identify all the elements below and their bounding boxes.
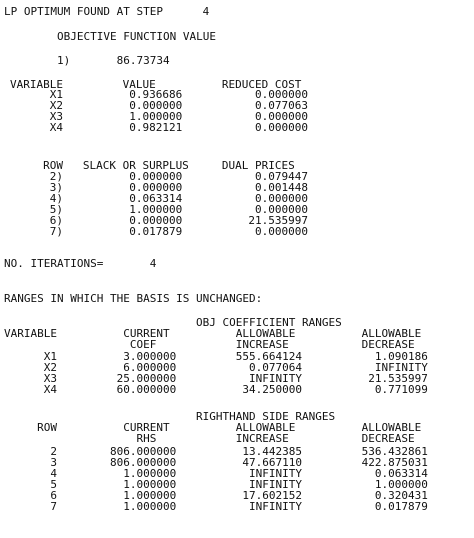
rhs-ranges-title: RIGHTHAND SIDE RANGES	[196, 410, 336, 423]
constraint-row: 7) 0.017879 0.000000	[10, 225, 309, 238]
rhs-ranges-header: RHS INCREASE DECREASE	[4, 432, 415, 445]
obj-ranges-row: X1 3.000000 555.664124 1.090186	[4, 350, 428, 363]
constraint-row: 2) 0.000000 0.079447	[10, 170, 309, 183]
constraint-row: 6) 0.000000 21.535997	[10, 214, 309, 227]
obj-ranges-row: X3 25.000000 INFINITY 21.535997	[4, 372, 428, 385]
rhs-ranges-header: ROW CURRENT ALLOWABLE ALLOWABLE	[4, 421, 422, 434]
variable-table-header: VARIABLE VALUE REDUCED COST	[10, 78, 302, 91]
variable-row: X4 0.982121 0.000000	[10, 121, 309, 134]
rhs-ranges-row: 7 1.000000 INFINITY 0.017879	[4, 500, 428, 513]
optimum-header: LP OPTIMUM FOUND AT STEP 4	[4, 5, 210, 18]
constraint-row: 4) 0.063314 0.000000	[10, 192, 309, 205]
constraint-row: 5) 1.000000 0.000000	[10, 203, 309, 216]
rhs-ranges-row: 5 1.000000 INFINITY 1.000000	[4, 478, 428, 491]
row-table-header: ROW SLACK OR SURPLUS DUAL PRICES	[10, 159, 295, 172]
obj-coefficient-ranges-title: OBJ COEFFICIENT RANGES	[196, 316, 342, 329]
variable-row: X2 0.000000 0.077063	[10, 99, 309, 112]
obj-ranges-row: X4 60.000000 34.250000 0.771099	[4, 383, 428, 396]
rhs-ranges-row: 6 1.000000 17.602152 0.320431	[4, 489, 428, 502]
obj-ranges-header: VARIABLE CURRENT ALLOWABLE ALLOWABLE	[4, 327, 422, 340]
variable-row: X3 1.000000 0.000000	[10, 110, 309, 123]
objective-title: OBJECTIVE FUNCTION VALUE	[57, 30, 216, 43]
rhs-ranges-row: 2 806.000000 13.442385 536.432861	[4, 445, 428, 458]
iterations-count: NO. ITERATIONS= 4	[4, 257, 157, 270]
rhs-ranges-row: 3 806.000000 47.667110 422.875031	[4, 456, 428, 469]
constraint-row: 3) 0.000000 0.001448	[10, 181, 309, 194]
obj-ranges-header: COEF INCREASE DECREASE	[4, 338, 415, 351]
ranges-title: RANGES IN WHICH THE BASIS IS UNCHANGED:	[4, 292, 263, 305]
objective-value: 1) 86.73734	[57, 54, 170, 67]
obj-ranges-row: X2 6.000000 0.077064 INFINITY	[4, 361, 428, 374]
variable-row: X1 0.936686 0.000000	[10, 88, 309, 101]
rhs-ranges-row: 4 1.000000 INFINITY 0.063314	[4, 467, 428, 480]
